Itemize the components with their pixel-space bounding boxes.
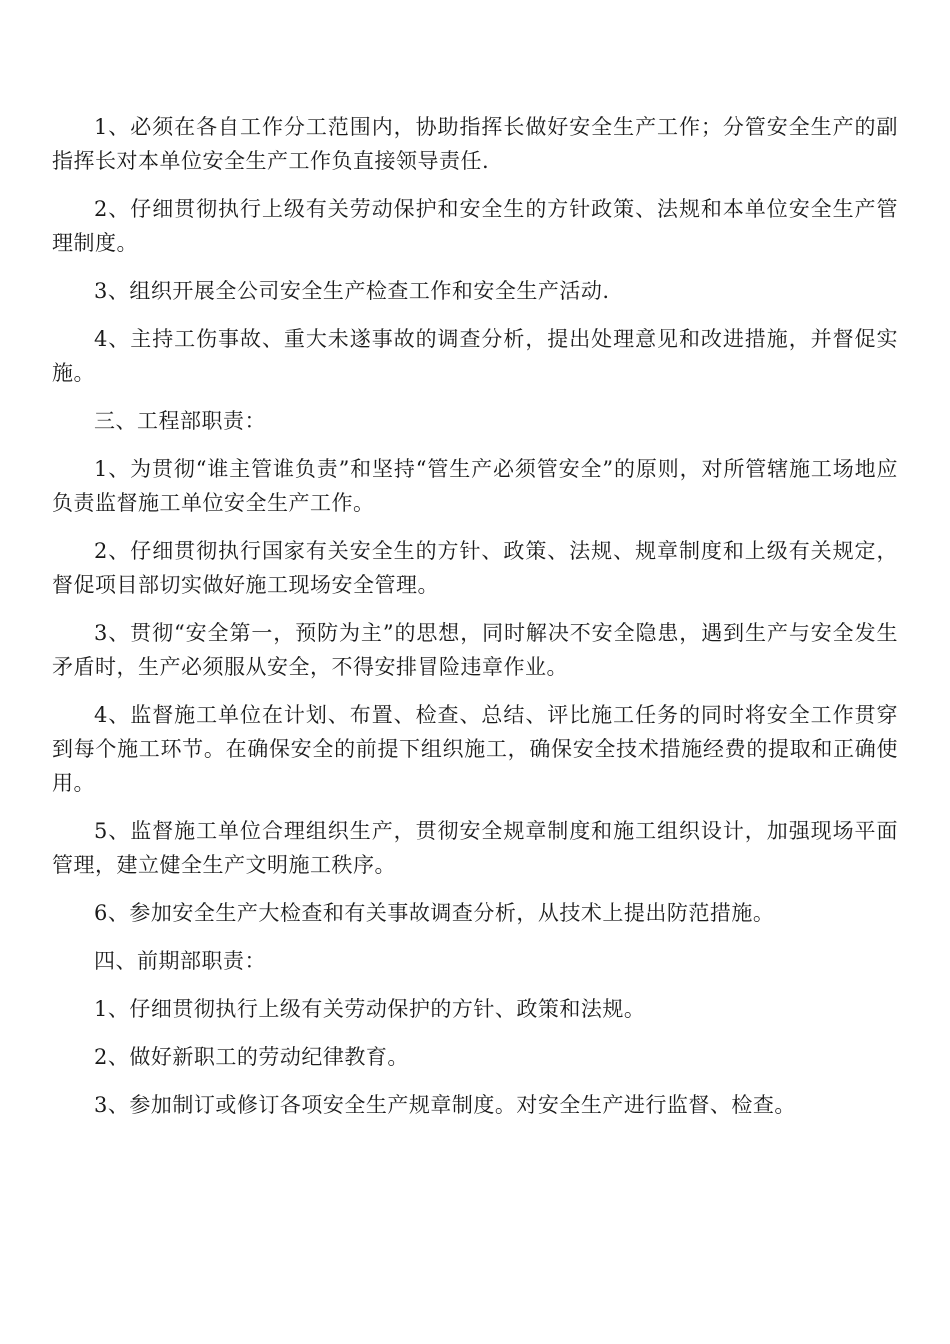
paragraph-7: 2、仔细贯彻执行国家有关安全生的方针、政策、法规、规章制度和上级有关规定，督促项目部切实做好施工现场安全管理。 — [52, 539, 898, 597]
paragraph-6: 1、为贯彻“谁主管谁负责”和坚持“管生产必须管安全”的原则，对所管辖施工场地应负责监督施工单位安全生产工作。 — [52, 457, 898, 515]
paragraph-4: 4、主持工伤事故、重大未遂事故的调查分析，提出处理意见和改进措施，并督促实施。 — [52, 327, 898, 385]
section-heading-engineering: 三、工程部职责： — [94, 409, 266, 433]
section-heading-preliminary: 四、前期部职责： — [94, 949, 266, 973]
paragraph-8: 3、贯彻“安全第一，预防为主”的思想，同时解决不安全隐患，遇到生产与安全发生矛盾时，生产必须服从安全，不得安排冒险违章作业。 — [52, 621, 898, 679]
paragraph-1: 1、必须在各自工作分工范围内，协助指挥长做好安全生产工作；分管安全生产的副指挥长对本单位安全生产工作负直接领导责任. — [52, 115, 898, 173]
paragraph-3: 3、组织开展全公司安全生产检查工作和安全生产活动. — [94, 279, 610, 303]
paragraph-11: 6、参加安全生产大检查和有关事故调查分析，从技术上提出防范措施。 — [94, 901, 775, 925]
paragraph-14: 2、做好新职工的劳动纪律教育。 — [94, 1045, 409, 1069]
paragraph-2: 2、仔细贯彻执行上级有关劳动保护和安全生的方针政策、法规和本单位安全生产管理制度。 — [52, 197, 898, 255]
paragraph-9: 4、监督施工单位在计划、布置、检查、总结、评比施工任务的同时将安全工作贯穿到每个施工环节。在确保安全的前提下组织施工，确保安全技术措施经费的提取和正确使用。 — [52, 703, 898, 795]
document-body — [52, 110, 898, 1136]
paragraph-15: 3、参加制订或修订各项安全生产规章制度。对安全生产进行监督、检查。 — [94, 1093, 796, 1117]
paragraph-10: 5、监督施工单位合理组织生产，贯彻安全规章制度和施工组织设计，加强现场平面管理，建立健全生产文明施工秩序。 — [52, 819, 898, 877]
paragraph-13: 1、仔细贯彻执行上级有关劳动保护的方针、政策和法规。 — [94, 997, 646, 1021]
